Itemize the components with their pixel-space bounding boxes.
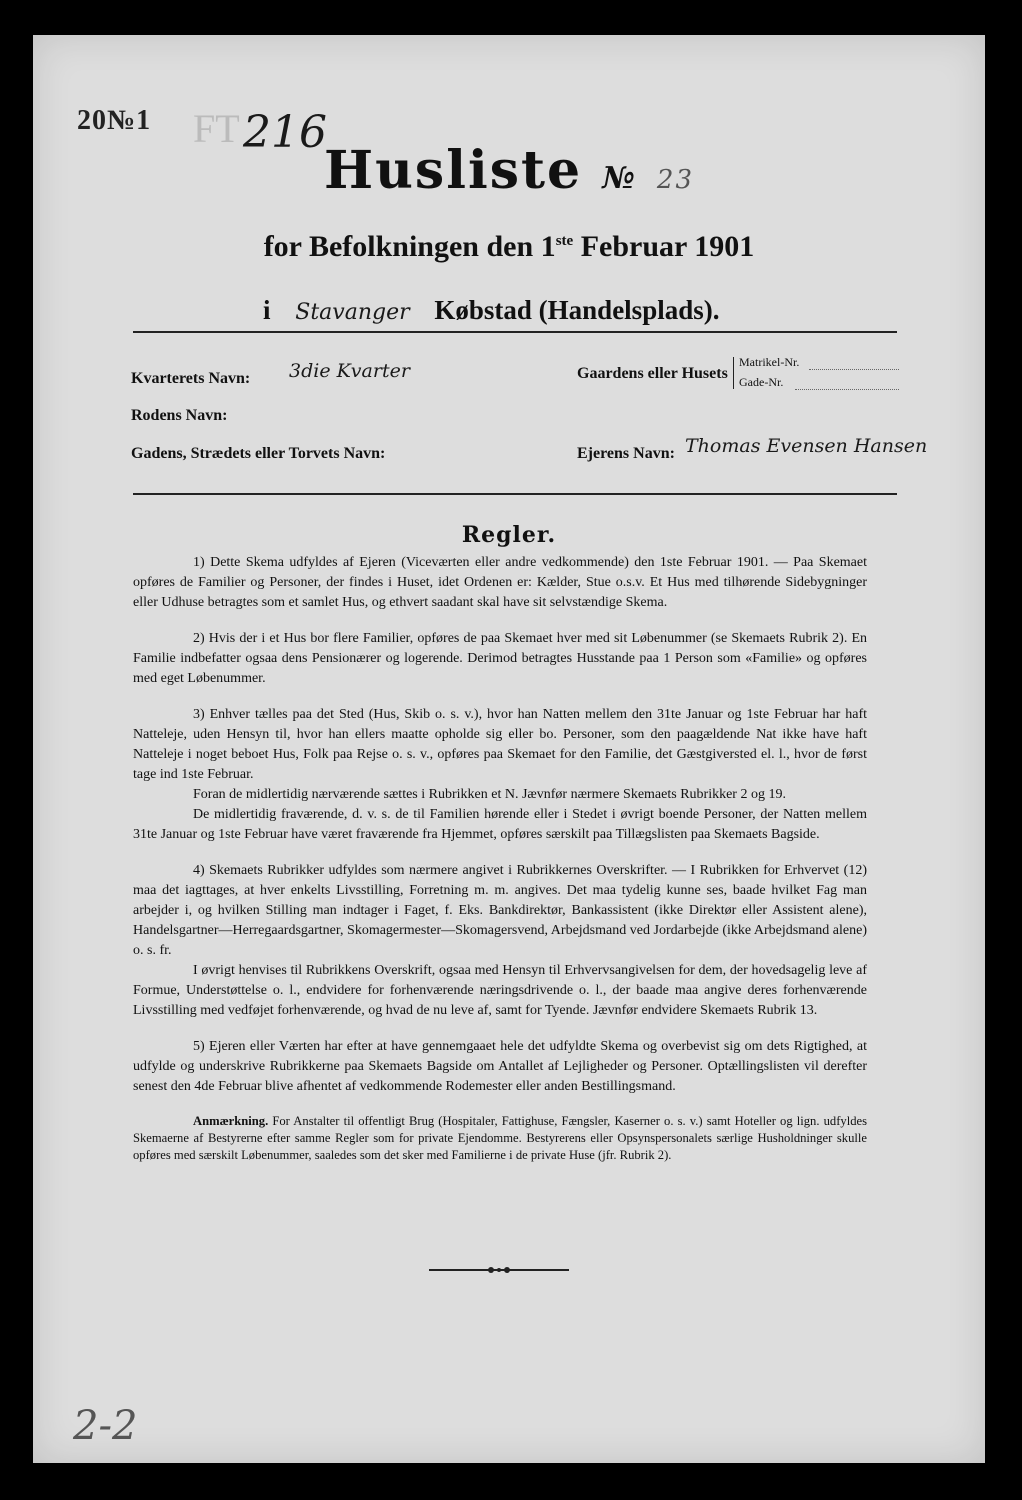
rule-paragraph: 2) Hvis der i et Hus bor flere Familier, opføres de paa Skemaet hver med sit Løbenummer (se Skemaets Rubrik 2). En Familie indbefatter ogsaa dens Pensionærer og logerende. Derimod betragtes Husstande paa 1 Person som «Familie» og opføres med eget Løbenummer. (133, 631, 867, 686)
town-name-handwritten: Stavanger (295, 300, 410, 325)
town-line (263, 295, 719, 326)
rule-paragraph: 3) Enhver tælles paa det Sted (Hus, Skib o. s. v.), hvor han Natten mellem den 31te Januar og 1ste Februar har haft Natteleje, uden Hensyn til, hvor han ellers maatte opholde sig eller bo. Personer, som den paagældende Nat ikke have haft Natteleje i noget beboet Hus, Folk paa Rejse o. s. v., opføres paa Skemaet for den Familie, det Gæstgiversted el. l., hvor de først tage ind 1ste Februar. (133, 707, 867, 782)
divider-bottom (133, 493, 897, 495)
kvarter-label: Kvarterets Navn: (131, 370, 251, 387)
faint-stamp: FT (193, 106, 240, 151)
note-paragraph (133, 1113, 867, 1164)
gade-nr-label: Gade-Nr. (739, 375, 784, 389)
margin-handwritten-note: 2-2 (73, 1403, 138, 1449)
rules-body (133, 553, 867, 1164)
gaard-label: Gaardens eller Husets (577, 365, 728, 382)
date-line-year: Februar 1901 (573, 230, 755, 263)
rule-paragraph: 5) Ejeren eller Værten har efter at have gennemgaaet hele det udfyldte Skema og overbevist sig om dets Rigtighed, at udfylde og underskrive Rubrikkerne paa Skemaets Bagside om Antallet af Lejligheder og Personer. Optællingslisten vil derefter senest den 4de Februar blive afhentet af vedkommende Rodemester eller anden Bestillingsmand. (133, 1039, 867, 1094)
rode-label: Rodens Navn: (131, 407, 228, 424)
gade-label: Gadens, Strædets eller Torvets Navn: (131, 445, 386, 462)
title-text: Husliste (323, 140, 583, 201)
archive-stamp-number: 20№1 (77, 105, 152, 136)
matrikel-line (809, 369, 899, 370)
divider-top (133, 331, 897, 333)
town-line-suffix: Købstad (Handelsplads). (434, 295, 720, 325)
handwritten-archive-number: 216 (243, 107, 327, 158)
rule-paragraph: 4) Skemaets Rubrikker udfyldes som nærmere angivet i Rubrikkernes Overskrifter. — I Rubrikken for Erhvervet (12) maa det iagttages, at hver enkelts Livsstilling, Forretning m. m. angives. Det maa tydelig kunne ses, baade hvilket Fag man arbejder i, og hvilken Stilling man indtager i Faget, f. Eks. Bankdirektør, Bankassistent (ikke Direktør eller Assistent alene), Handelsgartner—Herregaardsgartner, Skomagermester—Skomagersvend, Arbejdsmand ved Jordarbejde (ikke Arbejdsmand alene) o. s. fr. (133, 863, 867, 958)
rules-heading: Regler. (461, 522, 557, 548)
ejer-label: Ejerens Navn: (577, 445, 675, 462)
ornament-divider-icon (429, 1263, 569, 1277)
note-text: For Anstalter til offentligt Brug (Hospitaler, Fattighuse, Fængsler, Kaserner o. s. v.) samt Hoteller og lign. udfyldes Skemaerne af Bestyrerne efter samme Regler som for private Ejendomme. Bestyrerens eller Opsynspersonalets særlige Husholdninger skulle opføres med særskilt Løbenummer, saaledes som det sker med Familierne i de private Huse (jfr. Rubrik 2). (133, 1114, 867, 1162)
number-sign: № (602, 161, 637, 196)
town-line-prefix: i (263, 295, 271, 325)
rule-paragraph: Foran de midlertidig nærværende sættes i Rubrikken et N. Jævnfør nærmere Skemaets Rubrikker 2 og 19. (193, 787, 786, 802)
note-label: Anmærkning. (193, 1114, 269, 1128)
page-title (33, 140, 985, 201)
gaard-brace (733, 357, 734, 389)
matrikel-label: Matrikel-Nr. (739, 355, 800, 369)
rule-paragraph: I øvrigt henvises til Rubrikkens Overskrift, ogsaa med Hensyn til Erhvervsangivelsen for dem, der hovedsagelig leve af Formue, Understøttelse o. l., endvidere for forhenværende næringsdrivende o. l., der baade maa angive deres forhenværende Livsstilling med vedføjet forhenværende, og hvad de nu leve af, samt for Tyende. Jævnfør endvidere Skemaets Rubrik 13. (133, 963, 867, 1018)
list-number-handwritten: 23 (656, 165, 695, 195)
ejer-value: Thomas Evensen Hansen (685, 435, 928, 457)
kvarter-value: 3die Kvarter (289, 360, 410, 382)
date-line-text: for Befolkningen den 1 (263, 230, 556, 263)
rule-paragraph: De midlertidig fraværende, d. v. s. de til Familien hørende eller i Stedet i øvrigt boende Personer, der Natten mellem 31te Januar og 1ste Februar have været fraværende fra Hjemmet, opføres særskilt paa Tillægslisten paa Skemaets Bagside. (133, 807, 867, 842)
census-form-page (33, 35, 985, 1463)
rule-paragraph: 1) Dette Skema udfyldes af Ejeren (Viceværten eller andre vedkommende) den 1ste Februar 1901. — Paa Skemaet opføres de Familier og Personer, der findes i Huset, idet Ordenen er: Kælder, Stue o.s.v. Et Hus med tilhørende Sidebygninger eller Udhuse betragtes som et samlet Hus, og ethvert saadant skal have sit selvstændige Skema. (133, 555, 867, 610)
date-line-sup: ste (555, 233, 574, 249)
gade-nr-line (795, 389, 899, 390)
census-date-line (33, 230, 985, 264)
